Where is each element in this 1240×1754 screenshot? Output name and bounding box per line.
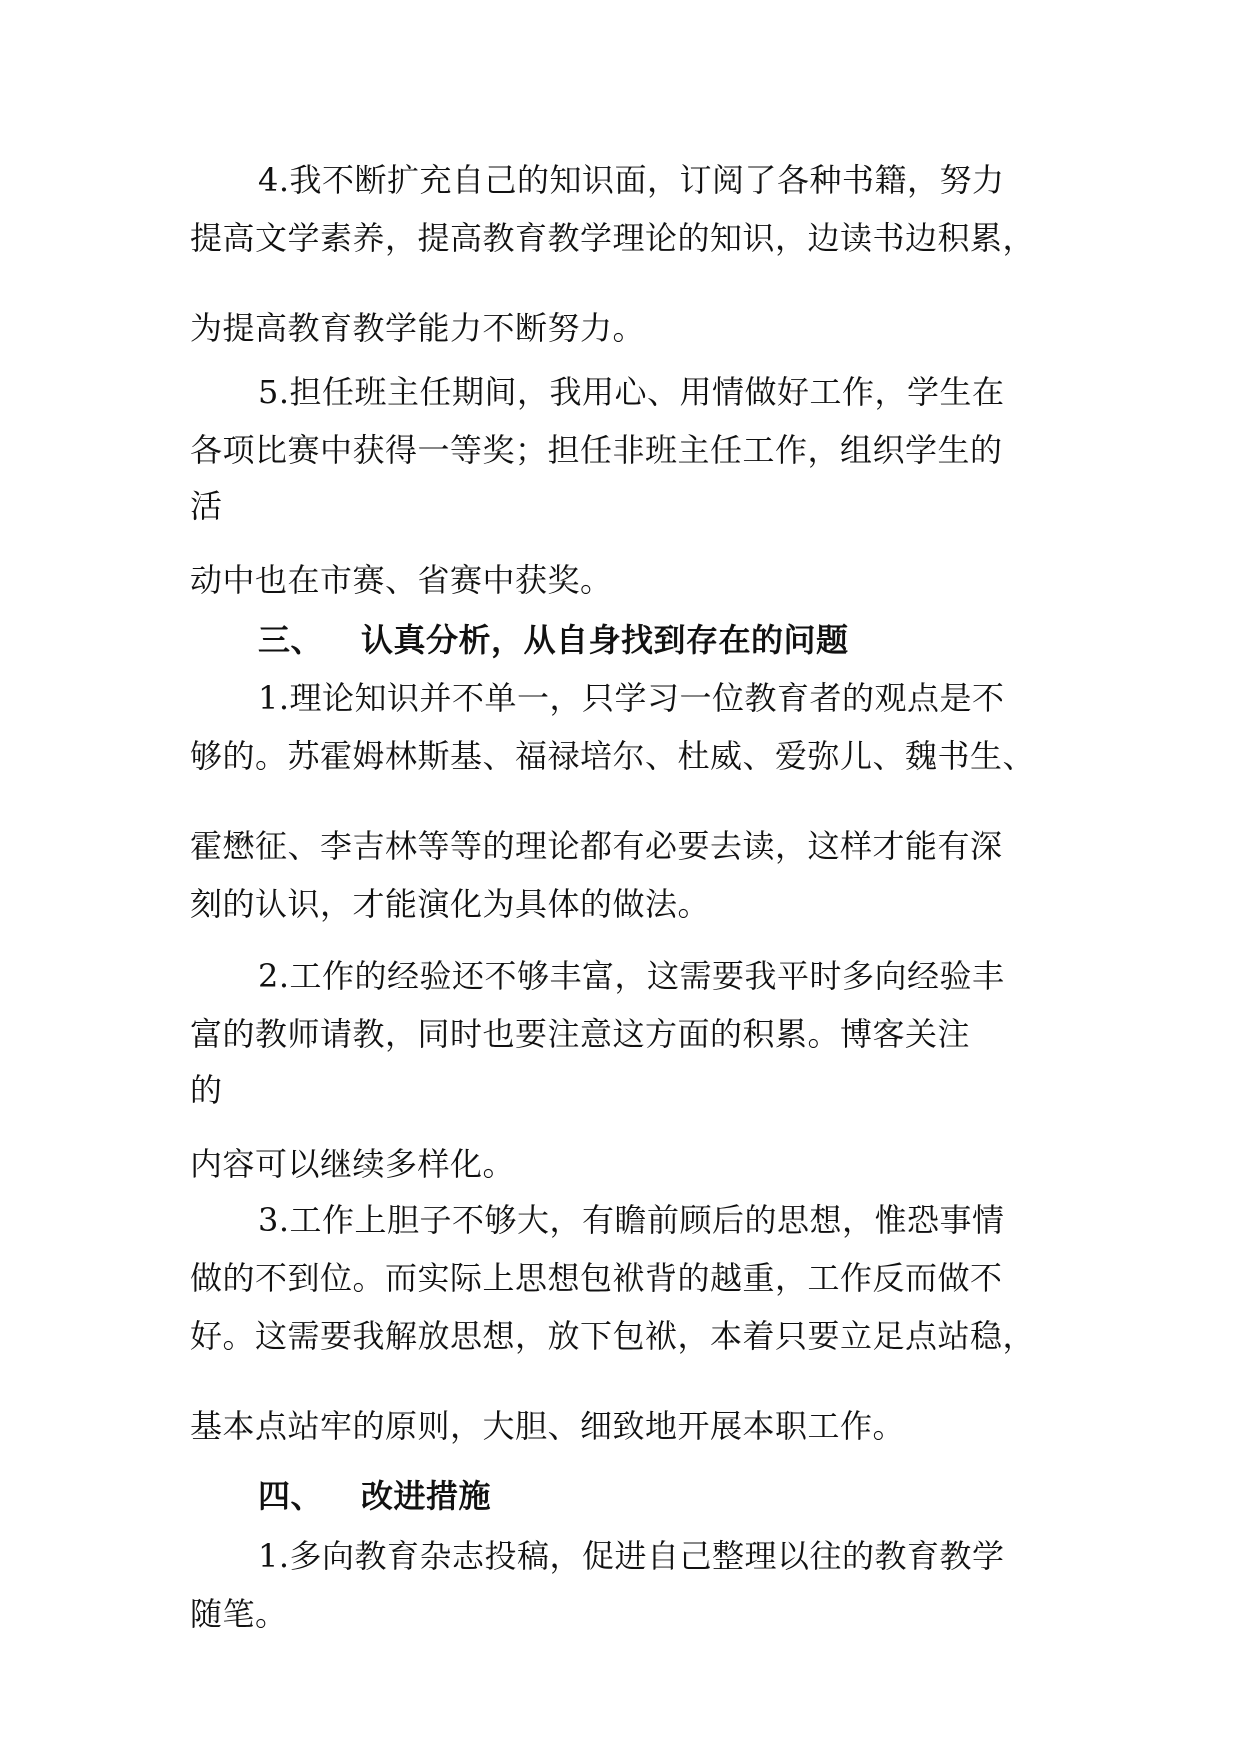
paragraph-line: 刻的认识，才能演化为具体的做法。	[190, 885, 711, 923]
paragraph-line: 内容可以继续多样化。	[190, 1145, 516, 1183]
paragraph-line: 基本点站牢的原则，大胆、细致地开展本职工作。	[190, 1407, 906, 1445]
paragraph-line: 好。这需要我解放思想，放下包袱，本着只要立足点站稳，	[190, 1317, 1036, 1355]
paragraph-line: 提高文学素养，提高教育教学理论的知识，边读书边积累，	[190, 219, 1036, 257]
paragraph-line: 2.工作的经验还不够丰富，这需要我平时多向经验丰	[258, 957, 1005, 995]
section-heading	[258, 1476, 491, 1516]
paragraph-line: 动中也在市赛、省赛中获奖。	[190, 561, 613, 599]
paragraph-line: 各项比赛中获得一等奖；担任非班主任工作，组织学生的	[190, 431, 1003, 469]
section-heading-title: 认真分析，从自身找到存在的问题	[361, 621, 849, 659]
paragraph-line: 活	[190, 487, 223, 525]
section-heading-title: 改进措施	[361, 1477, 492, 1515]
section-heading-number: 四、	[258, 1477, 324, 1515]
paragraph-line: 1.理论知识并不单一，只学习一位教育者的观点是不	[258, 679, 1005, 717]
paragraph-line: 随笔。	[190, 1595, 288, 1633]
paragraph-line: 够的。苏霍姆林斯基、福禄培尔、杜威、爱弥儿、魏书生、	[190, 737, 1036, 775]
paragraph-line: 为提高教育教学能力不断努力。	[190, 309, 646, 347]
paragraph-line: 的	[190, 1071, 223, 1109]
paragraph-line: 1.多向教育杂志投稿，促进自己整理以往的教育教学	[258, 1537, 1005, 1575]
paragraph-line: 做的不到位。而实际上思想包袱背的越重，工作反而做不	[190, 1259, 1003, 1297]
paragraph-line: 富的教师请教，同时也要注意这方面的积累。博客关注	[190, 1015, 971, 1053]
paragraph-line: 霍懋征、李吉林等等的理论都有必要去读，这样才能有深	[190, 827, 1003, 865]
paragraph-line: 5.担任班主任期间，我用心、用情做好工作，学生在	[258, 373, 1005, 411]
section-heading-number: 三、	[258, 621, 324, 659]
paragraph-line: 4.我不断扩充自己的知识面，订阅了各种书籍，努力	[258, 161, 1005, 199]
paragraph-line: 3.工作上胆子不够大，有瞻前顾后的思想，惟恐事情	[258, 1201, 1005, 1239]
section-heading	[258, 620, 849, 660]
